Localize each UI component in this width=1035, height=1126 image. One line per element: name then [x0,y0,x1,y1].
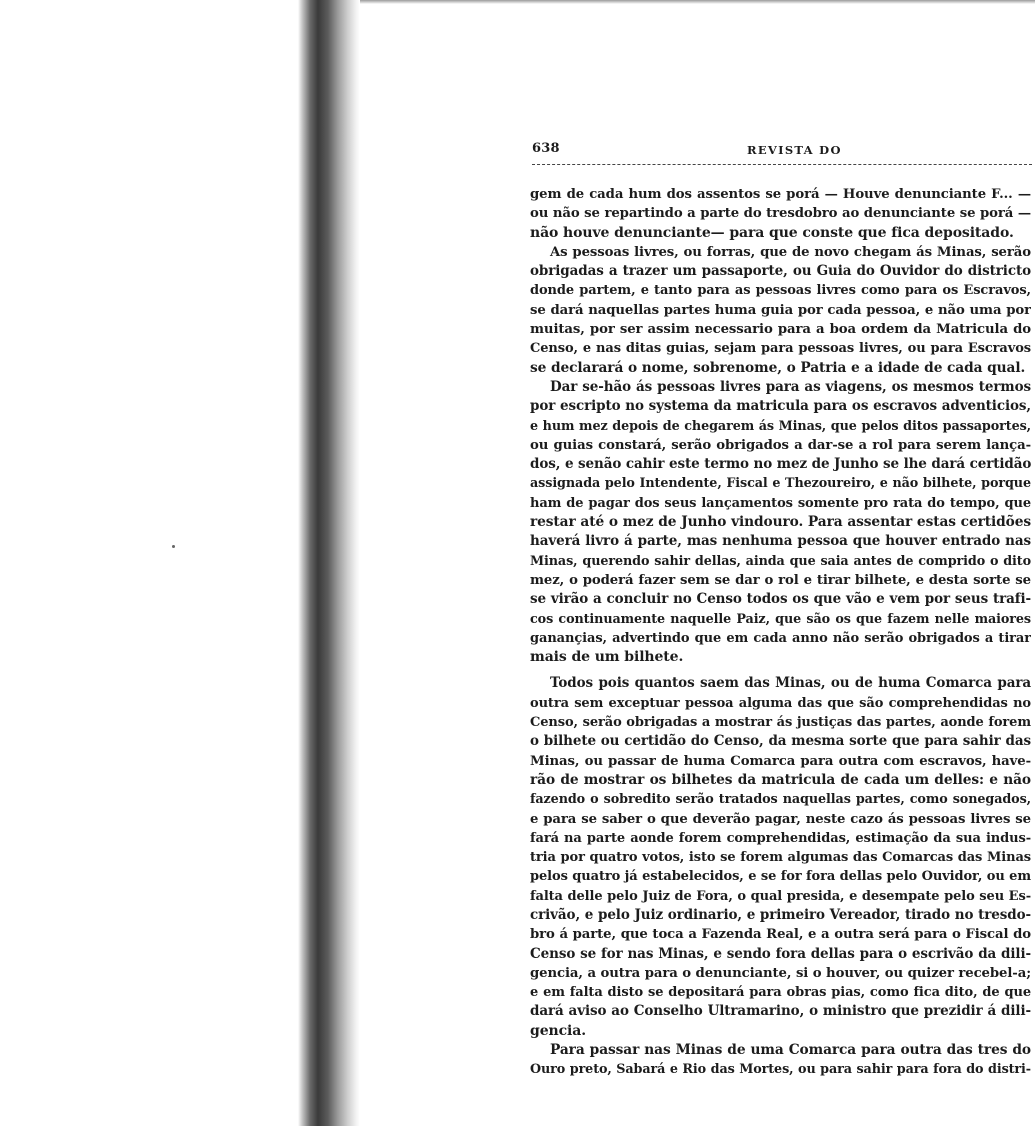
text-line: bro á parte, que toca a Fazenda Real, e a outra será para o Fiscal do [530,927,1031,943]
text-line: e para se saber o que deverão pagar, neste cazo ás pessoas livres se [530,811,1031,827]
text-line: dos, e senão cahir este termo no mez de Junho se lhe dará certidão [530,456,1031,473]
text-line: ou guias constará, serão obrigados a dar-se a rol para serem lança- [530,437,1031,453]
text-line: muitas, por ser assim necessario para a boa ordem da Matricula do [530,322,1031,338]
body-text [530,185,1031,1080]
text-line: ham de pagar dos seus lançamentos somente pro rata do tempo, que [530,495,1031,511]
text-line: mez, o poderá fazer sem se dar o rol e tirar bilhete, e desta sorte se [530,572,1031,588]
text-line: Censo, e nas ditas guias, sejam para pessoas livres, ou para Escravos [530,341,1031,357]
text-line: Censo se for nas Minas, e sendo fora dellas para o escrivão da dili- [530,945,1031,962]
text-line: donde partem, e tanto para as pessoas livres como para os Escravos, [530,283,1031,299]
text-line: crivão, e pelo Juiz ordinario, e primeiro Vereador, tirado no tresdo- [530,906,1031,923]
text-line: rão de mostrar os bilhetes da matricula de cada um delles: e não [530,771,1031,788]
text-line: fará na parte aonde forem comprehendidas, estimação da sua indus- [530,830,1031,846]
left-page-blank [0,0,300,1126]
text-line: obrigadas a trazer um passaporte, ou Guia do Ouvidor do districto [530,263,1031,280]
text-line: gencia. [530,1022,586,1039]
paper-speck [172,545,175,548]
text-line: e hum mez depois de chegarem ás Minas, que pelos ditos passaportes, [530,418,1031,434]
text-line: se virão a concluir no Censo todos os que vão e vem por seus trafi- [530,591,1031,608]
text-line: pelos quatro já estabelecidos, e se for fora dellas pelo Ouvidor, ou em [530,869,1031,885]
running-head: REVISTA DO [747,143,842,157]
text-line: Ouro preto, Sabará e Rio das Mortes, ou para sahir para fora do distri- [530,1062,1031,1078]
page-header [532,141,1032,159]
text-line: assignada pelo Intendente, Fiscal e Thezoureiro, e não bilhete, porque [530,476,1031,492]
text-line: não houve denunciante— para que conste que fica depositado. [530,224,1014,241]
paragraph-3 [530,378,1031,667]
text-line: cos continuamente naquelle Paiz, que são os que fazem nelle maiores [530,611,1031,627]
text-line: As pessoas livres, ou forras, que de novo chegam ás Minas, serão [550,244,1031,260]
page-number: 638 [532,141,560,156]
text-line: fazendo o sobredito serão tratados naquellas partes, como sonegados, [530,792,1031,808]
text-line: haverá livro á parte, mas nenhuma pessoa que houver entrado nas [530,533,1031,550]
text-line: mais de um bilhete. [530,649,684,666]
header-rule [532,164,1032,165]
text-line: tria por quatro votos, isto se forem algumas das Comarcas das Minas [530,850,1031,866]
text-line: Minas, querendo sahir dellas, ainda que saia antes de comprido o dito [530,553,1031,569]
paragraph-1 [530,185,1031,243]
text-line: ganançias, advertindo que em cada anno não serão obrigados a tirar [530,630,1031,646]
text-line: o bilhete ou certidão do Censo, da mesma sorte que para sahir das [530,733,1031,750]
paragraph-5 [530,1041,1031,1080]
paragraph-2 [530,243,1031,378]
text-line: Censo, serão obrigadas a mostrar ás justiças das partes, aonde forem [530,715,1031,731]
text-line: falta delle pelo Juiz de Fora, o qual presida, e desempate pelo seu Es- [530,888,1031,904]
text-line: Todos pois quantos saem das Minas, ou de huma Comarca para [550,675,1031,692]
text-line: dará aviso ao Conselho Ultramarino, o ministro que prezidir á dili- [530,1003,1031,1020]
paragraph-4 [530,674,1031,1041]
text-line: Minas, ou passar de huma Comarca para outra com escravos, have- [530,753,1031,769]
text-line: Dar se-hão ás pessoas livres para as viagens, os mesmos termos [550,378,1031,395]
text-line: ou não se repartindo a parte do tresdobro ao denunciante se porá — [530,206,1031,222]
book-gutter-shadow [298,0,360,1126]
text-line: restar até o mez de Junho vindouro. Para assentar estas certidões [530,514,1031,531]
text-line: se dará naquellas partes huma guia por cada pessoa, e não uma por [530,302,1031,318]
text-line: Para passar nas Minas de uma Comarca para outra das tres do [550,1042,1031,1059]
text-line: se declarará o nome, sobrenome, o Patria e a idade de cada qual. [530,359,1026,376]
text-line: gencia, a outra para o denunciante, si o houver, ou quizer recebel-a; [530,965,1031,981]
text-line: outra sem exceptuar pessoa alguma das que são comprehendidas no [530,695,1031,711]
text-line: e em falta disto se depositará para obras pias, como fica dito, de que [530,985,1031,1001]
text-line: por escripto no systema da matricula para os escravos adventicios, [530,398,1031,415]
text-line: gem de cada hum dos assentos se porá — Houve denunciante F... — [530,187,1031,202]
paragraph-gap [530,667,1031,674]
